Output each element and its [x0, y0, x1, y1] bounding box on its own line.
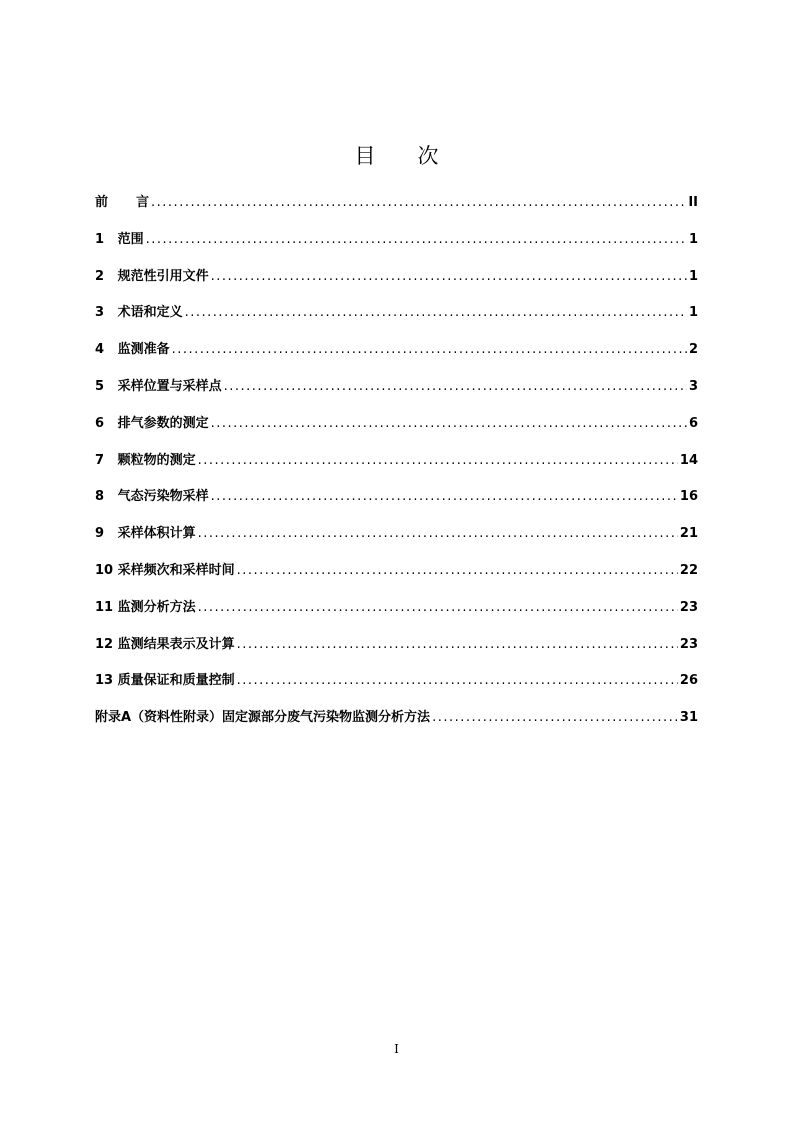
toc-entry-preface[interactable]: [95, 191, 698, 228]
toc-entry-9[interactable]: [95, 522, 698, 559]
toc-entry-11[interactable]: [95, 596, 698, 633]
toc-entry-label: 范围: [117, 231, 144, 247]
toc-dot-leader: [211, 489, 678, 504]
toc-entry-label: 采样位置与采样点: [117, 378, 222, 394]
toc-title-part1: 目: [354, 144, 376, 168]
toc-entry-page: 26: [679, 673, 698, 689]
toc-entry-number: 5: [95, 378, 105, 394]
toc-entry-label: 术语和定义: [117, 305, 183, 321]
toc-entry-number: 3: [95, 305, 105, 321]
toc-entry-label: 气态污染物采样: [117, 489, 209, 505]
toc-entry-number: 11: [95, 599, 114, 615]
toc-entry-page: 31: [679, 710, 698, 726]
toc-entry-label: 附录A（资料性附录）固定源部分废气污染物监测分析方法: [95, 710, 431, 726]
toc-title: [0, 140, 793, 170]
toc-dot-leader: [198, 526, 678, 541]
toc-entry-number: 10: [95, 562, 114, 578]
toc-entry-7[interactable]: [95, 449, 698, 486]
toc-dot-leader: [151, 195, 686, 210]
toc-entry-4[interactable]: [95, 338, 698, 375]
toc-entry-page: II: [688, 195, 698, 210]
toc-entry-label: 监测分析方法: [117, 599, 196, 615]
toc-entry-label: 采样体积计算: [117, 526, 196, 542]
toc-entry-page: 2: [688, 342, 698, 358]
toc-entry-number: 2: [95, 268, 105, 284]
toc-entry-page: 21: [679, 526, 698, 542]
toc-dot-leader: [237, 637, 678, 652]
toc-entry-label: 排气参数的测定: [117, 415, 209, 431]
toc-dot-leader: [198, 453, 678, 468]
toc-dot-leader: [237, 563, 678, 578]
toc-entry-label: 规范性引用文件: [117, 268, 209, 284]
preface-label-part2: 言: [136, 195, 150, 210]
toc-entry-8[interactable]: [95, 485, 698, 522]
toc-entry-label: 监测准备: [117, 342, 170, 358]
toc-entry-number: 6: [95, 415, 105, 431]
toc-dot-leader: [237, 673, 678, 688]
toc-entry-label: 采样频次和采样时间: [117, 562, 235, 578]
toc-entry-page: 23: [679, 599, 698, 615]
toc-entry-number: 7: [95, 452, 105, 468]
toc-dot-leader: [432, 710, 678, 725]
toc-entry-page: 3: [688, 378, 698, 394]
toc-title-part2: 次: [417, 144, 439, 168]
toc-entry-number: 9: [95, 526, 105, 542]
toc-entry-13[interactable]: [95, 669, 698, 706]
table-of-contents: [95, 191, 698, 743]
toc-dot-leader: [172, 342, 687, 357]
toc-entry-page: 1: [688, 268, 698, 284]
toc-entry-6[interactable]: [95, 412, 698, 449]
toc-entry-10[interactable]: [95, 559, 698, 596]
toc-dot-leader: [211, 416, 687, 431]
toc-entry-page: 1: [688, 305, 698, 321]
page-number-footer: I: [394, 1042, 399, 1056]
toc-entry-label: 颗粒物的测定: [117, 452, 196, 468]
toc-dot-leader: [146, 232, 687, 247]
toc-entry-page: 16: [679, 489, 698, 505]
toc-entry-3[interactable]: [95, 301, 698, 338]
toc-entry-number: 1: [95, 231, 105, 247]
toc-entry-number: 8: [95, 489, 105, 505]
toc-dot-leader: [185, 305, 687, 320]
toc-dot-leader: [224, 379, 687, 394]
toc-entry-1[interactable]: [95, 228, 698, 265]
toc-entry-number: 12: [95, 636, 114, 652]
toc-entry-page: 14: [679, 452, 698, 468]
toc-dot-leader: [211, 269, 687, 284]
toc-entry-page: 6: [688, 415, 698, 431]
toc-entry-page: 1: [688, 231, 698, 247]
toc-entry-appendix-a[interactable]: [95, 706, 698, 743]
toc-entry-page: 22: [679, 562, 698, 578]
toc-entry-page: 23: [679, 636, 698, 652]
toc-entry-2[interactable]: [95, 265, 698, 302]
preface-label-part1: 前: [95, 195, 109, 210]
toc-dot-leader: [198, 600, 678, 615]
toc-entry-label: [95, 191, 149, 210]
toc-entry-number: 4: [95, 342, 105, 358]
toc-entry-5[interactable]: [95, 375, 698, 412]
toc-entry-number: 13: [95, 673, 114, 689]
toc-entry-label: 监测结果表示及计算: [117, 636, 235, 652]
toc-entry-12[interactable]: [95, 633, 698, 670]
toc-entry-label: 质量保证和质量控制: [117, 673, 235, 689]
